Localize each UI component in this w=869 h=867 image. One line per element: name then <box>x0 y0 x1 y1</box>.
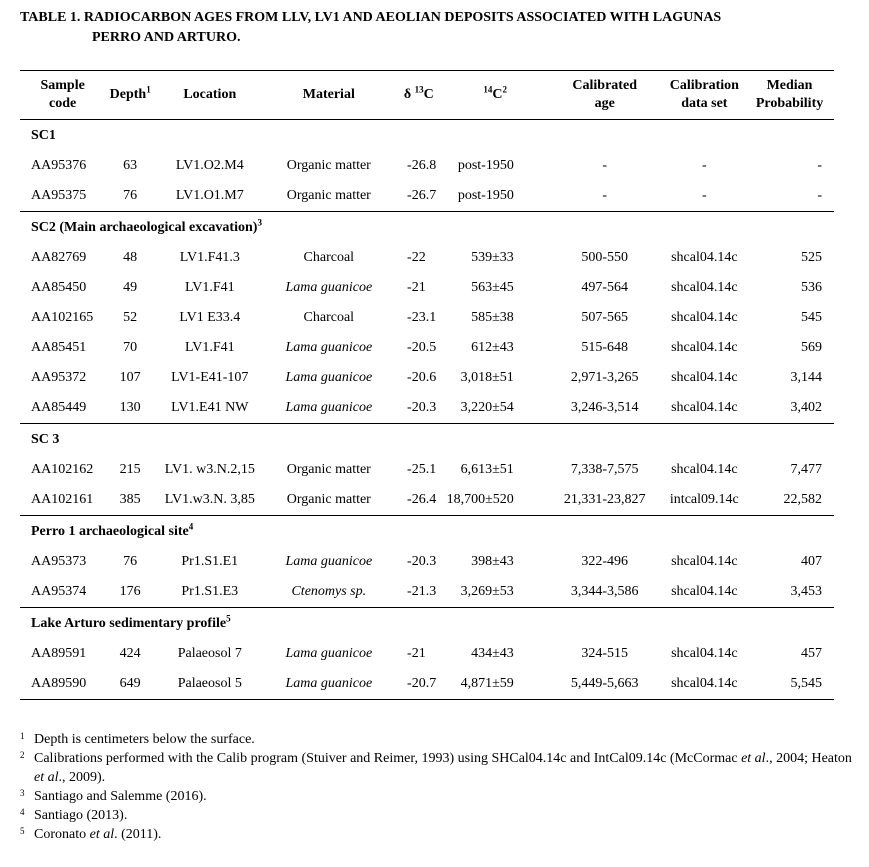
cell-depth: 215 <box>119 462 141 477</box>
cell-depth: 176 <box>119 584 141 599</box>
footnote-4: 4 Santiago (2013). <box>20 807 128 823</box>
cell-location: LV1-E41-107 <box>171 370 249 385</box>
cell-calibration-data-set: shcal04.14c <box>671 554 738 569</box>
cell-calibration-data-set: shcal04.14c <box>671 400 738 415</box>
cell-c14-age: 18,700±520 <box>446 492 514 507</box>
cell-delta13c: -21.3 <box>407 584 437 599</box>
cell-median-probability: 22,582 <box>783 492 822 507</box>
cell-calibration-data-set: shcal04.14c <box>671 462 738 477</box>
cell-material: Lama guanicoe <box>285 646 373 661</box>
cell-delta13c: -26.7 <box>407 188 437 203</box>
cell-median-probability: 536 <box>801 280 822 295</box>
cell-calibration-data-set: intcal09.14c <box>669 492 739 507</box>
cell-sample-code: AA95373 <box>31 554 87 569</box>
cell-location: Pr1.S1.E1 <box>181 554 239 569</box>
header-calibrated-age: Calibrated age <box>546 71 664 120</box>
table-body <box>20 120 834 700</box>
cell-calibration-data-set: shcal04.14c <box>671 250 738 265</box>
cell-calibrated-age: 5,449-5,663 <box>546 669 664 700</box>
cell-sample-code: AA85451 <box>31 340 87 355</box>
cell-material: Lama guanicoe <box>285 280 373 295</box>
footnote-1: 1 Depth is centimeters below the surface. <box>20 731 255 747</box>
cell-material: Lama guanicoe <box>285 400 373 415</box>
table-row <box>20 577 834 608</box>
cell-depth: 63 <box>123 158 138 173</box>
cell-calibrated-age: 515-648 <box>581 340 629 355</box>
section-row <box>20 516 834 548</box>
section-title: SC1 <box>31 127 56 143</box>
cell-delta13c: -21 <box>407 280 426 295</box>
cell-median-probability: - <box>817 188 822 203</box>
cell-material: Lama guanicoe <box>285 370 373 385</box>
cell-material: Charcoal <box>303 250 355 265</box>
footnote-3: 3 Santiago and Salemme (2016). <box>20 788 207 804</box>
cell-c14-age: post-1950 <box>457 158 514 173</box>
table-row <box>20 639 834 669</box>
cell-depth: 70 <box>123 340 138 355</box>
header-c14: $^{14}C^2$ <box>445 71 546 120</box>
cell-calibration-data-set: shcal04.14c <box>671 340 738 355</box>
footnotes <box>20 730 860 844</box>
cell-calibrated-age: 497-564 <box>581 280 629 295</box>
section-row <box>20 608 834 640</box>
cell-c14-age: 398±43 <box>471 554 514 569</box>
table-title-line1: TABLE 1. RADIOCARBON AGES FROM LLV, LV1 AND AEOLIAN DEPOSITS ASSOCIATED WITH LAGUNAS <box>20 10 722 25</box>
table-row <box>20 303 834 333</box>
cell-delta13c: -20.3 <box>407 554 437 569</box>
cell-material: Organic matter <box>286 462 371 477</box>
cell-delta13c: -20.5 <box>407 340 437 355</box>
cell-depth: 52 <box>123 310 138 325</box>
cell-material: Organic matter <box>286 188 371 203</box>
cell-calibration-data-set: shcal04.14c <box>671 310 738 325</box>
cell-calibrated-age: - <box>602 188 608 203</box>
cell-sample-code: AA82769 <box>31 250 87 265</box>
cell-depth: 48 <box>123 250 138 265</box>
cell-location: LV1.F41.3 <box>179 250 240 265</box>
cell-calibration-data-set: shcal04.14c <box>671 584 738 599</box>
table-row <box>20 363 834 393</box>
section-title: SC2 (Main archaeological excavation)$^3$ <box>20 212 834 244</box>
cell-calibrated-age: 500-550 <box>581 250 629 265</box>
cell-calibration-data-set: shcal04.14c <box>664 669 745 700</box>
cell-median-probability: 569 <box>801 340 822 355</box>
section-row <box>20 424 834 456</box>
cell-calibration-data-set: - <box>702 158 707 173</box>
cell-material: Ctenomys sp. <box>291 584 367 599</box>
section-row <box>20 212 834 244</box>
cell-delta13c: -20.3 <box>407 400 437 415</box>
section-title: SC 3 <box>20 424 834 456</box>
table-title-line2: PERRO AND ARTURO. <box>92 30 241 45</box>
cell-delta13c: -21 <box>407 646 426 661</box>
cell-depth: 107 <box>119 370 141 385</box>
cell-location: LV1.w3.N. 3,85 <box>164 492 255 507</box>
cell-calibration-data-set: shcal04.14c <box>671 280 738 295</box>
cell-c14-age: 3,220±54 <box>460 400 514 415</box>
cell-sample-code: AA89591 <box>31 646 87 661</box>
cell-delta13c: -23.1 <box>407 310 437 325</box>
table-header <box>20 71 834 120</box>
cell-depth: 49 <box>123 280 138 295</box>
cell-delta13c: -25.1 <box>407 462 437 477</box>
cell-depth: 76 <box>123 188 138 203</box>
cell-calibrated-age: 322-496 <box>581 554 629 569</box>
cell-median-probability: 457 <box>801 646 822 661</box>
table-row <box>20 273 834 303</box>
cell-median-probability: 7,477 <box>790 462 822 477</box>
cell-calibrated-age: 3,246-3,514 <box>570 400 639 415</box>
header-depth: Depth$^1$ <box>105 71 155 120</box>
cell-c14-age: 3,018±51 <box>460 370 514 385</box>
header-sample-code: Sample code <box>20 71 105 120</box>
table-row <box>20 393 834 424</box>
cell-depth: 130 <box>119 400 141 415</box>
cell-c14-age: 585±38 <box>471 310 514 325</box>
table-row <box>20 243 834 273</box>
cell-c14-age: 3,269±53 <box>460 584 514 599</box>
cell-median-probability: 3,402 <box>790 400 822 415</box>
cell-sample-code: AA95376 <box>31 158 87 173</box>
cell-sample-code: AA95372 <box>31 370 87 385</box>
cell-material: Lama guanicoe <box>285 554 373 569</box>
cell-median-probability: 3,144 <box>790 370 822 385</box>
radiocarbon-table <box>20 70 834 700</box>
cell-calibrated-age: 21,331-23,827 <box>563 492 646 507</box>
cell-delta13c: -22 <box>407 250 426 265</box>
cell-delta13c: -26.8 <box>407 158 437 173</box>
table-title <box>20 8 850 48</box>
header-calibration-data-set: Calibration data set <box>664 71 745 120</box>
cell-calibration-data-set: shcal04.14c <box>671 646 738 661</box>
cell-sample-code: AA102165 <box>31 310 94 325</box>
cell-material: Organic matter <box>286 158 371 173</box>
header-material: Material <box>265 71 393 120</box>
cell-location: LV1.O1.M7 <box>175 188 244 203</box>
cell-median-probability: 545 <box>801 310 822 325</box>
cell-calibrated-age: 324-515 <box>581 646 629 661</box>
footnote-5: 5 Coronato et al. (2011). <box>20 826 162 842</box>
cell-c14-age: 612±43 <box>471 340 514 355</box>
cell-median-probability: 5,545 <box>745 669 834 700</box>
cell-calibrated-age: 507-565 <box>581 310 629 325</box>
header-location: Location <box>155 71 265 120</box>
cell-location: LV1. w3.N.2,15 <box>164 462 255 477</box>
table-row <box>20 547 834 577</box>
cell-material: Charcoal <box>303 310 355 325</box>
cell-depth: 649 <box>105 669 155 700</box>
cell-median-probability: - <box>817 158 822 173</box>
cell-delta13c: -20.6 <box>407 370 437 385</box>
cell-sample-code: AA85449 <box>31 400 87 415</box>
cell-sample-code: AA85450 <box>31 280 87 295</box>
cell-material: Organic matter <box>286 492 371 507</box>
cell-location: LV1 E33.4 <box>179 310 241 325</box>
cell-depth: 76 <box>123 554 138 569</box>
table-row <box>20 333 834 363</box>
section-row <box>20 120 834 152</box>
cell-calibrated-age: - <box>602 158 608 173</box>
header-delta13c: δ $^{13}$C <box>393 71 445 120</box>
cell-median-probability: 407 <box>801 554 822 569</box>
table-row <box>20 151 834 181</box>
cell-c14-age: 4,871±59 <box>445 669 546 700</box>
cell-c14-age: 6,613±51 <box>460 462 514 477</box>
cell-material: Lama guanicoe <box>265 669 393 700</box>
cell-sample-code: AA102162 <box>31 462 94 477</box>
cell-c14-age: post-1950 <box>457 188 514 203</box>
cell-sample-code: AA95375 <box>31 188 87 203</box>
cell-median-probability: 525 <box>801 250 822 265</box>
cell-depth: 424 <box>119 646 141 661</box>
cell-sample-code: AA95374 <box>31 584 87 599</box>
cell-location: LV1.O2.M4 <box>175 158 244 173</box>
cell-median-probability: 3,453 <box>790 584 822 599</box>
cell-c14-age: 563±45 <box>471 280 514 295</box>
section-title: Perro 1 archaeological site$^4$ <box>20 516 834 548</box>
cell-location: LV1.F41 <box>184 340 235 355</box>
footnote-2: 2 Calibrations performed with the Calib program (Stuiver and Reimer, 1993) using SHCal04.14c and IntCal09.14c (McCormac et al., 2004; Heaton et al., 2009). <box>20 750 852 785</box>
table-row <box>20 485 834 516</box>
cell-material: Lama guanicoe <box>285 340 373 355</box>
cell-calibration-data-set: shcal04.14c <box>671 370 738 385</box>
header-median-probability: Median Probability <box>745 71 834 120</box>
cell-sample-code: AA102161 <box>31 492 94 507</box>
cell-calibration-data-set: - <box>702 188 707 203</box>
table-row <box>20 181 834 212</box>
cell-calibrated-age: 2,971-3,265 <box>570 370 639 385</box>
cell-location: LV1.E41 NW <box>171 400 249 415</box>
cell-delta13c: -26.4 <box>407 492 437 507</box>
cell-delta13c: -20.7 <box>393 669 445 700</box>
cell-location: Palaeosol 7 <box>177 646 242 661</box>
section-title: Lake Arturo sedimentary profile$^5$ <box>20 608 834 640</box>
table-row <box>20 669 834 700</box>
cell-location: Palaeosol 5 <box>155 669 265 700</box>
cell-location: LV1.F41 <box>184 280 235 295</box>
cell-sample-code: AA89590 <box>20 669 105 700</box>
cell-depth: 385 <box>119 492 141 507</box>
cell-c14-age: 539±33 <box>471 250 514 265</box>
cell-calibrated-age: 3,344-3,586 <box>570 584 639 599</box>
cell-location: Pr1.S1.E3 <box>181 584 239 599</box>
table-row <box>20 455 834 485</box>
cell-calibrated-age: 7,338-7,575 <box>570 462 639 477</box>
cell-c14-age: 434±43 <box>471 646 514 661</box>
